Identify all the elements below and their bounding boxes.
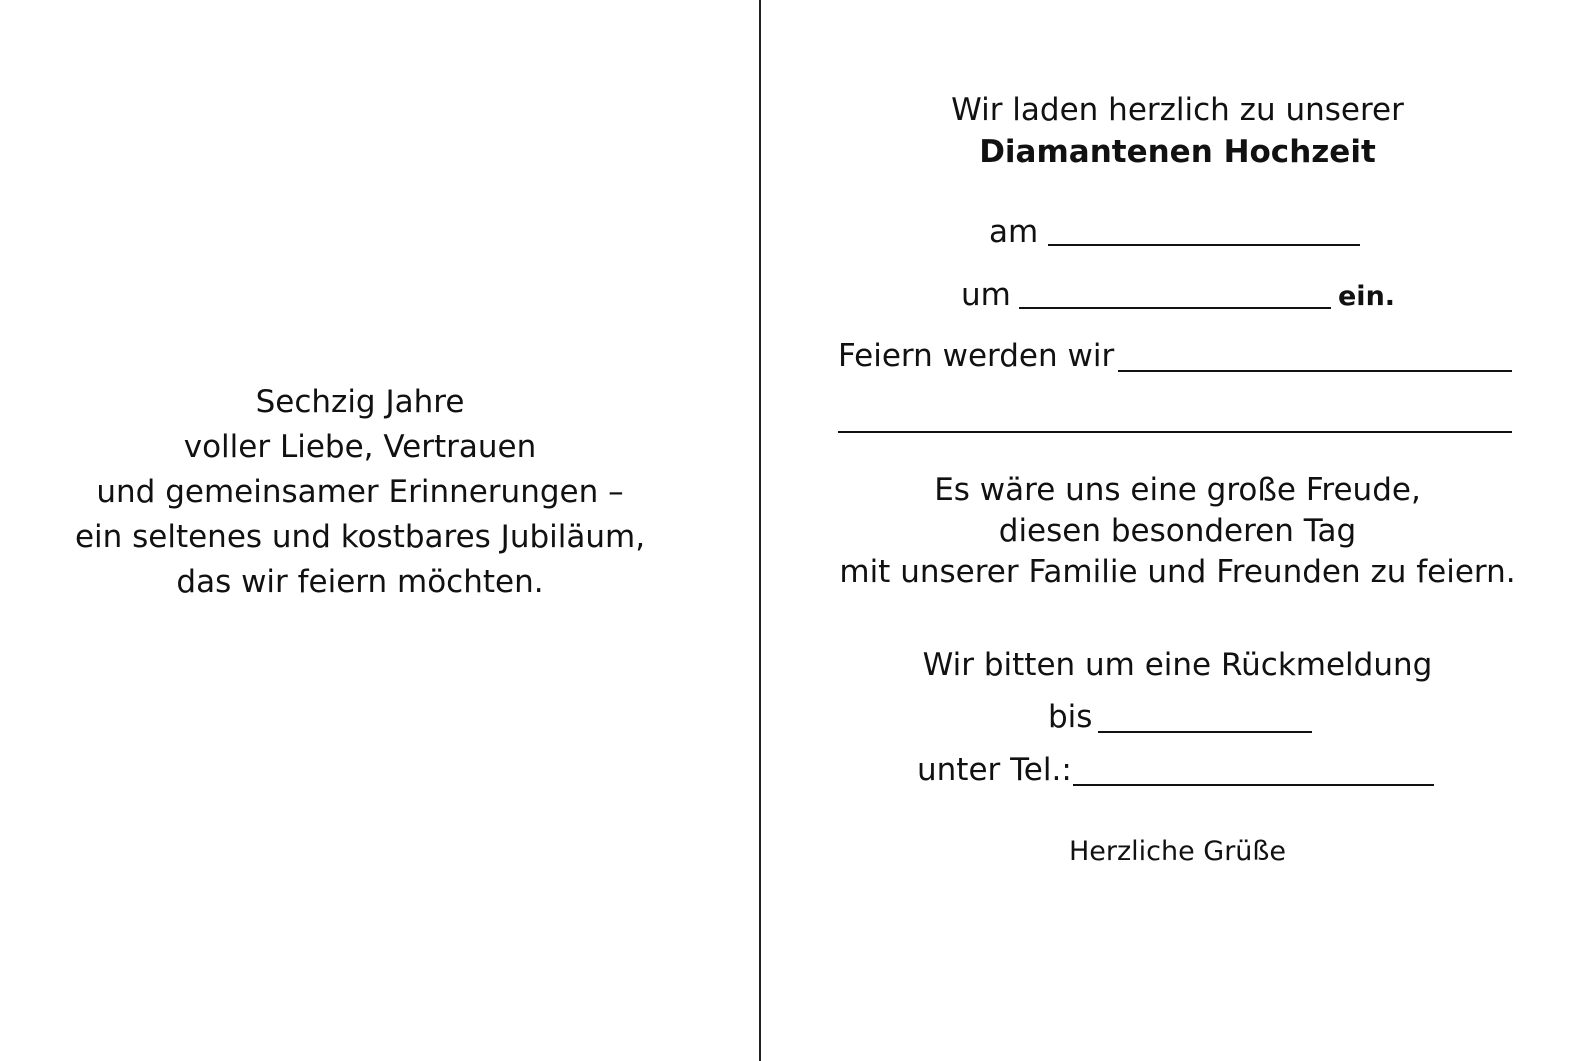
verse-line: Sechzig Jahre bbox=[255, 384, 465, 420]
date-blank-line[interactable] bbox=[1048, 244, 1360, 246]
left-verse bbox=[0, 380, 720, 605]
place-blank-line[interactable] bbox=[1118, 370, 1512, 372]
verse-line: und gemeinsamer Erinnerungen – bbox=[96, 474, 624, 510]
time-suffix: ein. bbox=[1338, 281, 1396, 312]
date-label: am bbox=[989, 214, 1039, 250]
rsvp-until-label: bis bbox=[1048, 699, 1093, 735]
place-blank-line-2[interactable] bbox=[838, 431, 1512, 433]
right-panel bbox=[770, 0, 1585, 1061]
phone-blank-line[interactable] bbox=[1073, 784, 1434, 786]
joy-line: diesen besonderen Tag bbox=[998, 513, 1357, 549]
time-blank-line[interactable] bbox=[1019, 307, 1331, 309]
invitation-title: Diamantenen Hochzeit bbox=[979, 134, 1376, 170]
time-label: um bbox=[961, 277, 1011, 313]
fold-line bbox=[759, 0, 761, 1061]
joy-paragraph bbox=[770, 470, 1585, 593]
closing-greeting: Herzliche Grüße bbox=[1068, 836, 1287, 867]
rsvp-until-blank-line[interactable] bbox=[1098, 731, 1312, 733]
rsvp-text: Wir bitten um eine Rückmeldung bbox=[922, 647, 1433, 683]
verse-line: ein seltenes und kostbares Jubiläum, bbox=[74, 519, 646, 555]
left-panel bbox=[0, 0, 760, 1061]
phone-label: unter Tel.: bbox=[917, 752, 1072, 788]
verse-line: voller Liebe, Vertrauen bbox=[183, 429, 537, 465]
verse-line: das wir feiern möchten. bbox=[176, 564, 544, 600]
invitation-intro: Wir laden herzlich zu unserer bbox=[951, 92, 1404, 128]
joy-line: Es wäre uns eine große Freude, bbox=[934, 472, 1421, 508]
joy-line: mit unserer Familie und Freunden zu feiern. bbox=[839, 554, 1516, 590]
place-label: Feiern werden wir bbox=[838, 338, 1115, 374]
